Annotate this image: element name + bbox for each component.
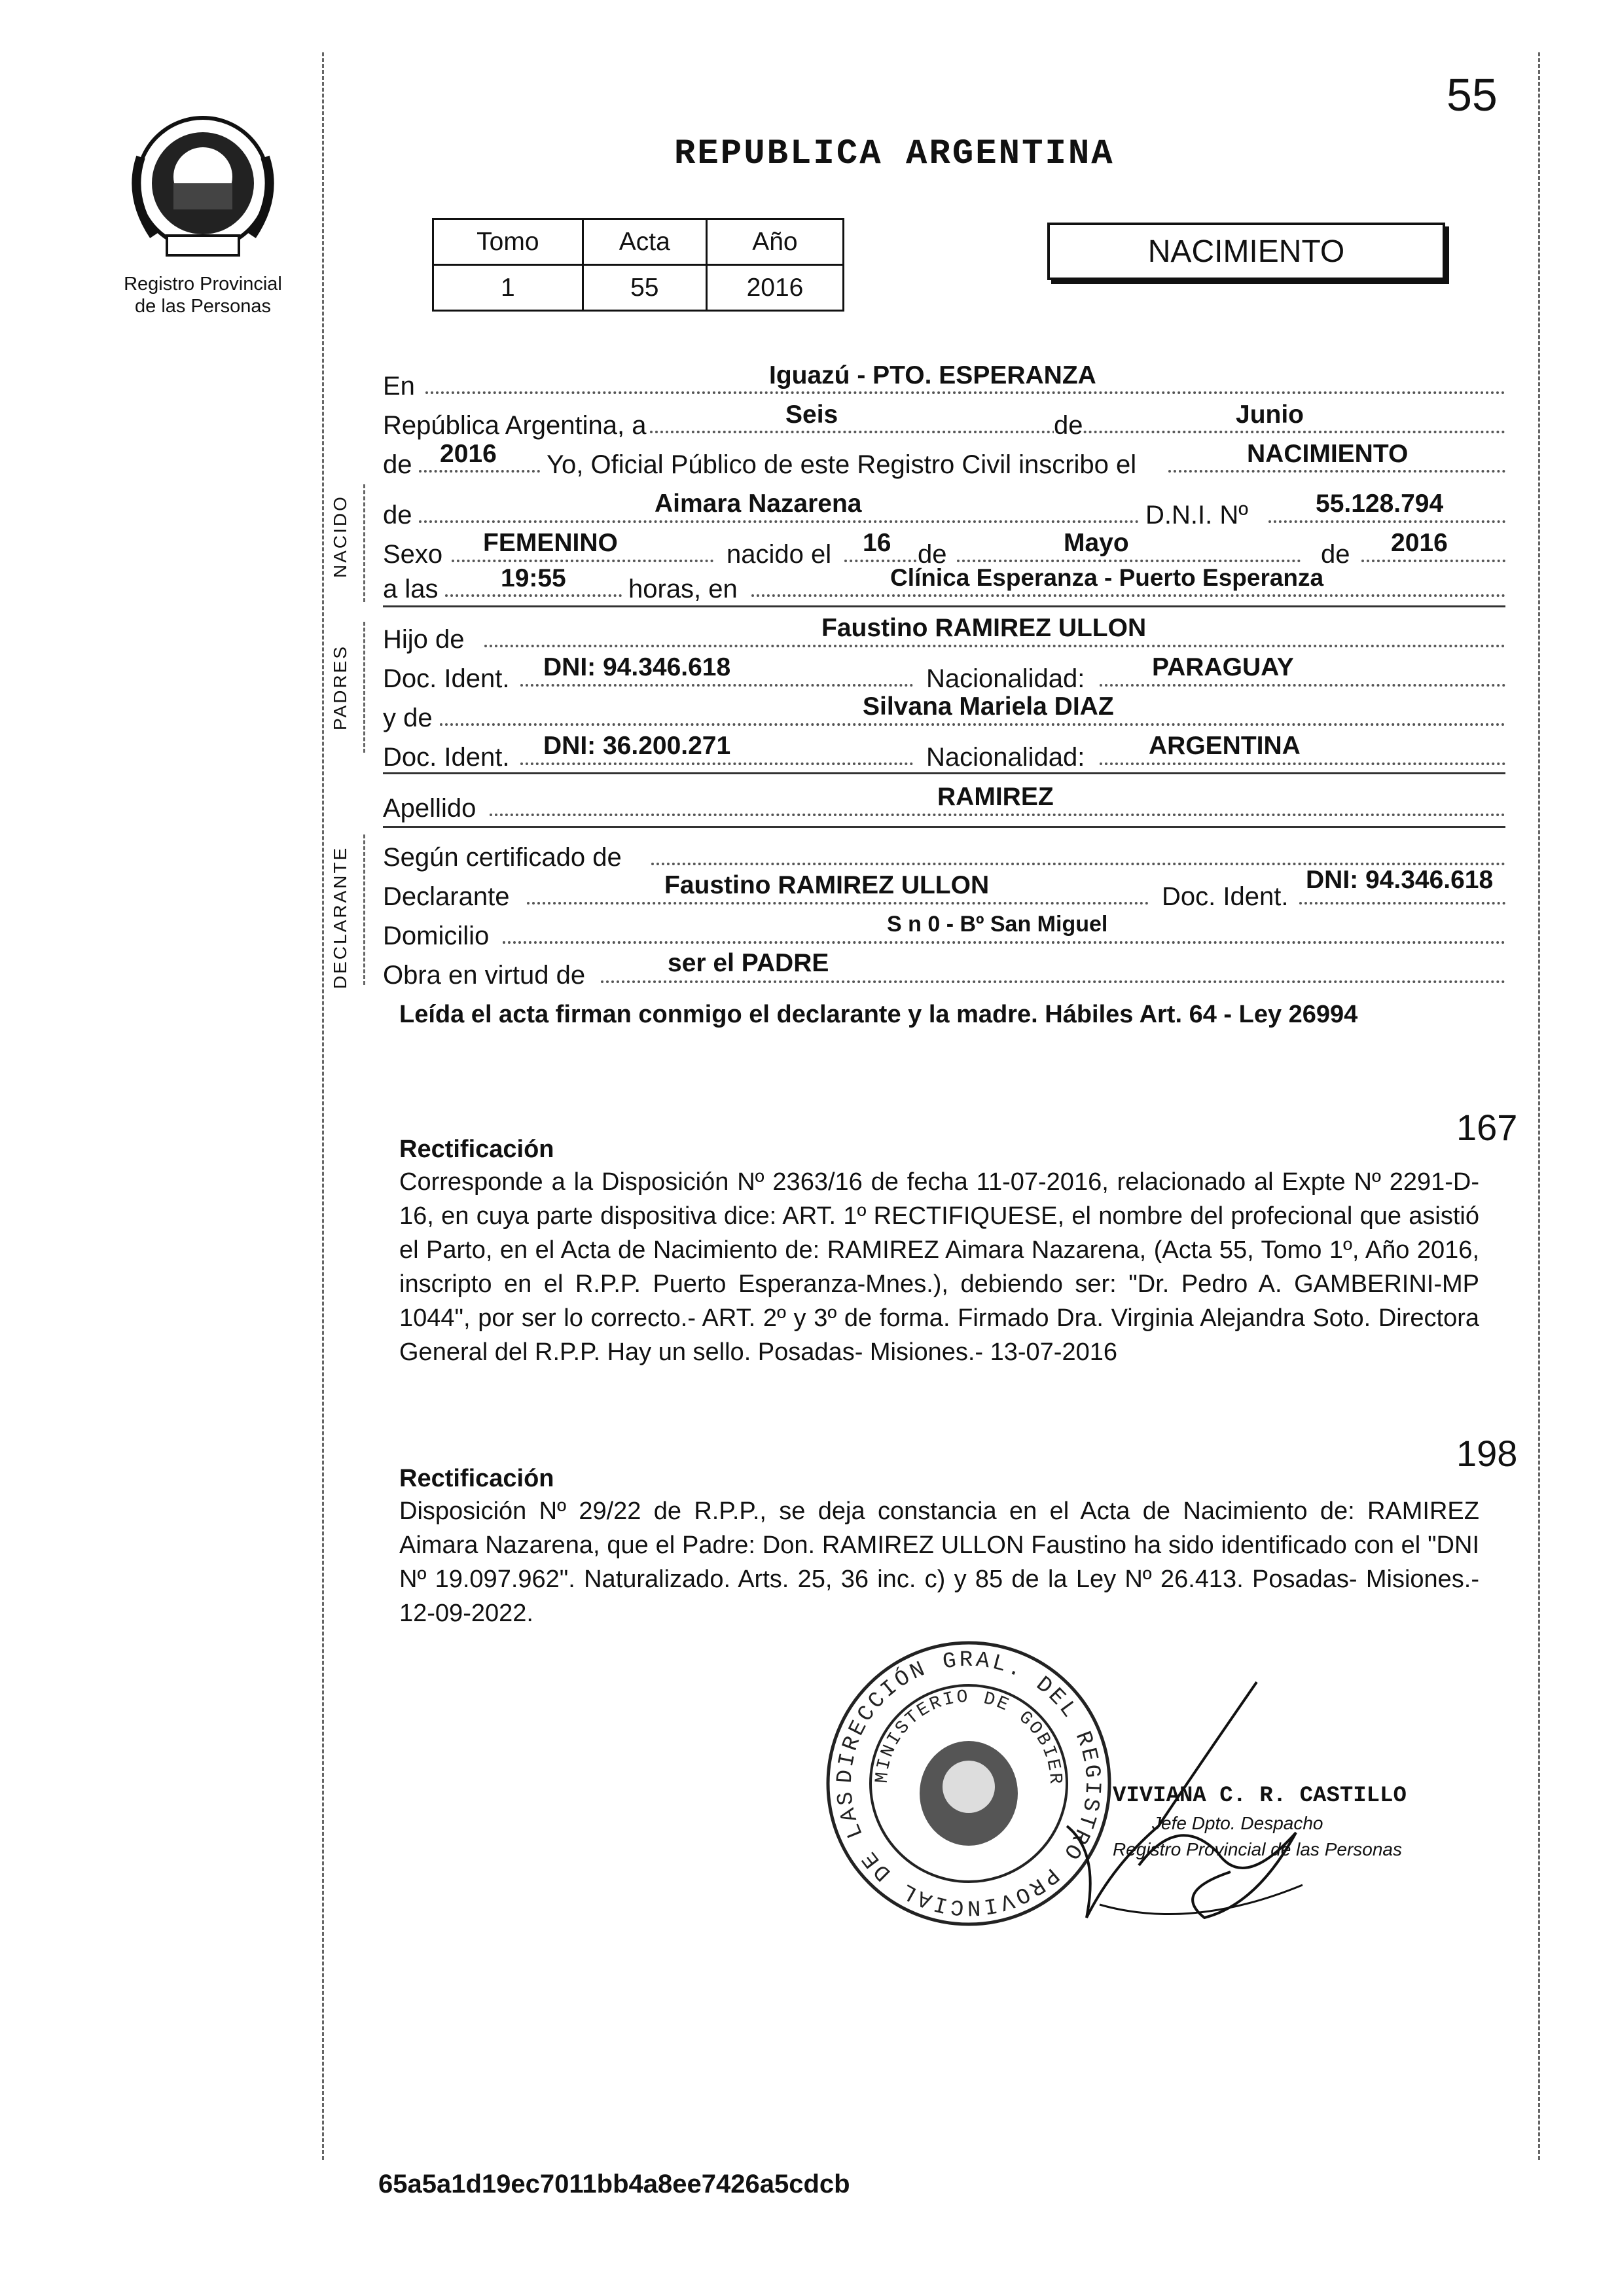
record-table — [432, 218, 844, 312]
year-dots — [419, 470, 540, 473]
tomo-value: 1 — [433, 265, 583, 311]
apellido-dots — [490, 814, 1505, 816]
madre-doc-dots — [520, 762, 913, 765]
padre-dots — [484, 645, 1505, 647]
a-las-label: a las — [383, 575, 439, 603]
side-divider-padres — [363, 622, 365, 753]
year-value: 2016 — [440, 440, 497, 468]
signer-office: Registro Provincial de las Personas — [1113, 1839, 1402, 1859]
padre-nac-dots — [1100, 684, 1505, 687]
apellido-value: RAMIREZ — [937, 783, 1054, 811]
seal-outer-text: DIRECCIÓN GRAL. DEL REGISTRO PROVINCIAL DE LAS — [833, 1647, 1105, 1920]
madre-value: Silvana Mariela DIAZ — [863, 692, 1114, 721]
nacido-section-rule — [383, 605, 1505, 607]
obra-dots — [601, 980, 1505, 983]
birth-day: 16 — [863, 529, 891, 557]
apellido-section-rule — [383, 826, 1505, 828]
day-value: Seis — [785, 401, 838, 429]
side-label-declarante: DECLARANTE — [330, 846, 350, 989]
sexo-label: Sexo — [383, 540, 443, 569]
madre-nac-label: Nacionalidad: — [926, 743, 1085, 772]
nombre-dots — [419, 520, 1139, 523]
domicilio-value: S n 0 - Bº San Miguel — [887, 912, 1108, 937]
tomo-header: Tomo — [433, 219, 583, 265]
obra-value: ser el PADRE — [668, 949, 829, 977]
y-de-label: y de — [383, 704, 433, 732]
segun-label: Según certificado de — [383, 843, 622, 872]
sexo-value: FEMENINO — [483, 529, 618, 557]
madre-nac: ARGENTINA — [1149, 732, 1301, 760]
document-hash: 65a5a1d19ec7011bb4a8ee7426a5cdcb — [378, 2170, 850, 2198]
day-dots — [844, 560, 916, 562]
rectification1-number: 167 — [1456, 1107, 1518, 1148]
padre-doc-label: Doc. Ident. — [383, 664, 510, 693]
rectification2-title: Rectificación — [399, 1465, 554, 1492]
rectification2-number: 198 — [1456, 1433, 1518, 1474]
de-label: de — [1054, 411, 1083, 440]
acta-value: 55 — [583, 265, 706, 311]
en-label: En — [383, 372, 415, 401]
declarante-dots — [527, 902, 1149, 905]
padre-value: Faustino RAMIREZ ULLON — [821, 614, 1147, 642]
padre-nac: PARAGUAY — [1152, 653, 1294, 681]
side-label-padres: PADRES — [330, 644, 350, 730]
rectification1-text: Corresponde a la Disposición Nº 2363/16 de fecha 11-07-2016, relacionado al Expte Nº 2291-D-16, en cuya parte dispositiva dice: ART. 1º RECTIFIQUESE, el nombre del profecional que asistió el Parto, en el Acta de Nacimiento de: RAMIREZ Aimara Nazarena, (Acta 55, Tomo 1º, Año 2016, inscripto en el R.P.P. Puerto Esperanza-Mnes.), debiendo ser: "Dr. Pedro A. GAMBERINI-MP 1044", por ser lo correcto.- ART. 2º y 3º de forma. Firmado Dra. Virginia Alejandra Soto. Directora General del R.P.P. Hay un sello. Posadas- Misiones.- 13-07-2016 — [399, 1168, 1479, 1366]
record-type-box — [1047, 223, 1445, 280]
page-title: REPUBLICA ARGENTINA — [674, 134, 1115, 174]
birth-year: 2016 — [1391, 529, 1448, 557]
dni-dots — [1268, 520, 1505, 523]
domicilio-dots — [503, 941, 1505, 944]
ano-value: 2016 — [706, 265, 843, 311]
signer-name: VIVIANA C. R. CASTILLO — [1113, 1784, 1407, 1808]
segun-dots — [651, 863, 1505, 865]
registry-label-2: de las Personas — [135, 296, 271, 317]
hora-dots — [445, 594, 622, 597]
inscribo-value: NACIMIENTO — [1247, 440, 1409, 468]
rectification2-text: Disposición Nº 29/22 de R.P.P., se deja constancia en el Acta de Nacimiento de: RAMIREZ Aimara Nazarena, que el Padre: Don. RAMIREZ ULLON Faustino ha sido identificado con el "DNI Nº 19.097.962". Naturalizado. Arts. 25, 36 inc. c) y 85 de la Ley Nº 26.413. Posadas- Misiones.- 12-09-2022. — [399, 1498, 1479, 1627]
birth-year-dots — [1361, 560, 1505, 562]
birth-de-year-label: de — [1321, 540, 1350, 569]
month-dots — [957, 560, 1301, 562]
inscribo-dots — [1168, 470, 1505, 473]
nombre-label: de — [383, 501, 412, 529]
acta-header: Acta — [583, 219, 706, 265]
registry-label-1: Registro Provincial — [124, 274, 282, 295]
province-logo — [128, 111, 278, 262]
domicilio-label: Domicilio — [383, 922, 490, 950]
madre-dots — [440, 723, 1505, 726]
apellido-label: Apellido — [383, 794, 476, 823]
declarante-doc-dots — [1299, 902, 1505, 905]
padre-doc-dots — [520, 684, 913, 687]
declarante-label: Declarante — [383, 882, 510, 911]
horas-en-label: horas, en — [628, 575, 738, 603]
birth-month: Mayo — [1064, 529, 1129, 557]
de-year-label: de — [383, 450, 412, 479]
page-number: 55 — [1447, 69, 1498, 120]
record-type: NACIMIENTO — [1147, 234, 1345, 269]
seal-inner-text: MINISTERIO DE GOBIER — [872, 1687, 1066, 1787]
side-divider-nacido — [363, 484, 365, 602]
month-value: Junio — [1236, 401, 1304, 429]
hijo-label: Hijo de — [383, 625, 465, 654]
closing-text: Leída el acta firman conmigo el declarante y la madre. Hábiles Art. 64 - Ley 26994 — [399, 1001, 1358, 1028]
declarante-doc-label: Doc. Ident. — [1162, 882, 1289, 911]
sexo-dots — [452, 560, 713, 562]
rectification1-title: Rectificación — [399, 1136, 554, 1163]
madre-doc-label: Doc. Ident. — [383, 743, 510, 772]
en-dots — [425, 391, 1505, 394]
right-margin-line — [1538, 52, 1540, 2160]
left-margin-line — [322, 52, 324, 2160]
oficial-text: Yo, Oficial Público de este Registro Civil inscribo el — [547, 450, 1137, 479]
birth-de-label: de — [918, 540, 947, 569]
republica-label: República Argentina, a — [383, 411, 647, 440]
hora-value: 19:55 — [501, 564, 566, 592]
signer-title: Jefe Dpto. Despacho — [1152, 1813, 1323, 1833]
madre-nac-dots — [1100, 762, 1505, 765]
lugar-value: Clínica Esperanza - Puerto Esperanza — [890, 564, 1324, 591]
dni-value: 55.128.794 — [1316, 490, 1444, 518]
nombre-value: Aimara Nazarena — [655, 490, 862, 518]
padres-section-rule — [383, 772, 1505, 774]
en-value: Iguazú - PTO. ESPERANZA — [769, 361, 1096, 389]
ano-header: Año — [706, 219, 843, 265]
dni-label: D.N.I. Nº — [1145, 501, 1248, 529]
side-label-nacido: NACIDO — [330, 495, 350, 578]
side-divider-declarante — [363, 834, 365, 985]
declarante-doc: DNI: 94.346.618 — [1306, 866, 1494, 894]
madre-doc: DNI: 36.200.271 — [543, 732, 731, 760]
padre-doc: DNI: 94.346.618 — [543, 653, 731, 681]
lugar-dots — [751, 594, 1505, 597]
obra-label: Obra en virtud de — [383, 961, 586, 990]
padre-nac-label: Nacionalidad: — [926, 664, 1085, 693]
nacido-label: nacido el — [727, 540, 832, 569]
declarante-value: Faustino RAMIREZ ULLON — [664, 871, 990, 899]
